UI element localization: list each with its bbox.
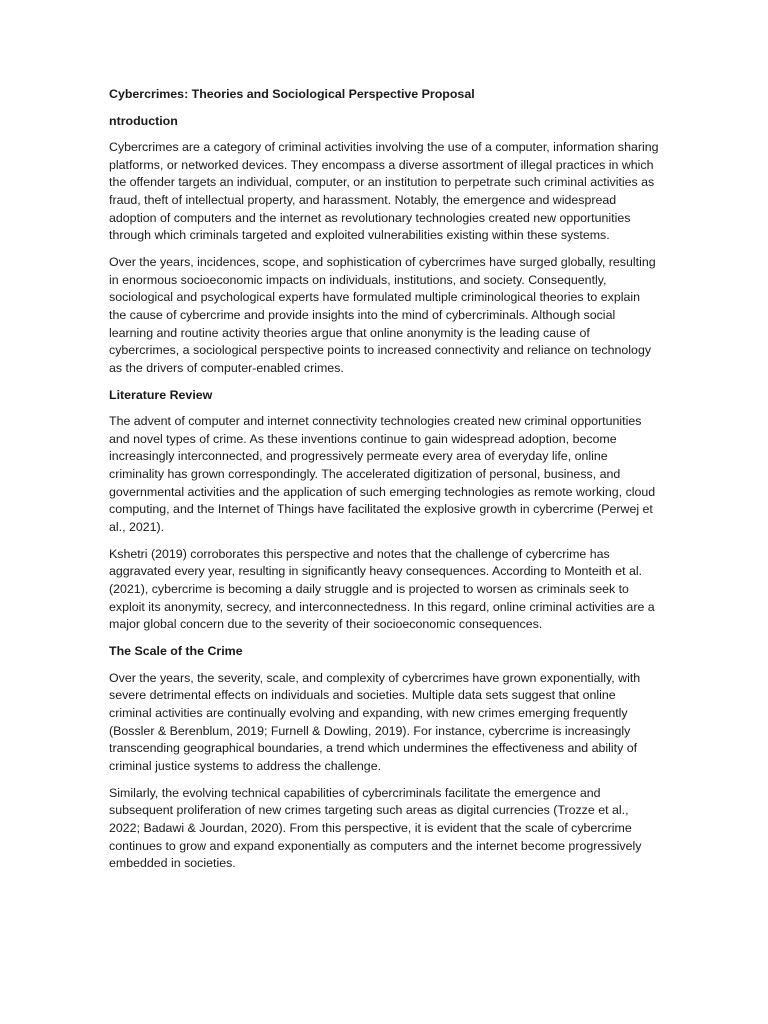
section-heading: Literature Review xyxy=(109,387,213,402)
document-body xyxy=(109,86,659,882)
paragraph: Similarly, the evolving technical capabilities of cybercriminals facilitate the emergence and subsequent proliferation of new crimes targeting such areas as digital currencies (Trozze et al., 2022; Badawi & Jourdan, 2020). From this perspective, it is evident that the scale of cybercrime continues to grow and expand exponentially as computers and the internet become progressively embedded in societies. xyxy=(109,785,642,871)
section-literature-review xyxy=(109,387,659,634)
document-title: Cybercrimes: Theories and Sociological Perspective Proposal xyxy=(109,87,475,101)
section-introduction xyxy=(109,113,659,378)
paragraph: The advent of computer and internet connectivity technologies created new criminal opportunities and novel types of crime. As these inventions continue to gain widespread adoption, become increasingly interconnected, and progressively permeate every area of everyday life, online criminality has grown correspondingly. The accelerated digitization of personal, business, and governmental activities and the application of such emerging technologies as remote working, cloud computing, and the Internet of Things have facilitated the explosive growth in cybercrime (Perwej et al., 2021). xyxy=(109,414,656,534)
section-heading: The Scale of the Crime xyxy=(109,644,243,659)
section-scale-of-crime xyxy=(109,643,659,873)
paragraph: Cybercrimes are a category of criminal activities involving the use of a computer, information sharing platforms, or networked devices. They encompass a diverse assortment of illegal practices in which the offender targets an individual, computer, or an institution to perpetrate such criminal activities as fraud, theft of intellectual property, and harassment. Notably, the emergence and widespread adoption of computers and the internet as revolutionary technologies created new opportunities through which criminals targeted and exploited vulnerabilities existing within these systems. xyxy=(109,140,659,243)
paragraph: Over the years, the severity, scale, and complexity of cybercrimes have grown exponentially, with severe detrimental effects on individuals and societies. Multiple data sets suggest that online criminal activities are continually evolving and expanding, with new crimes emerging frequently (Bossler & Berenblum, 2019; Furnell & Dowling, 2019). For instance, cybercrime is increasingly transcending geographical boundaries, a trend which undermines the effectiveness and ability of criminal justice systems to address the challenge. xyxy=(109,670,641,773)
paragraph: Kshetri (2019) corroborates this perspective and notes that the challenge of cybercrime has aggravated every year, resulting in significantly heavy consequences. According to Monteith et al. (2021), cybercrime is becoming a daily struggle and is projected to worsen as criminals seek to exploit its anonymity, secrecy, and interconnectedness. In this regard, online criminal activities are a major global concern due to the severity of their socioeconomic consequences. xyxy=(109,546,655,632)
paragraph: Over the years, incidences, scope, and sophistication of cybercrimes have surged globally, resulting in enormous socioeconomic impacts on individuals, institutions, and society. Consequently, sociological and psychological experts have formulated multiple criminological theories to explain the cause of cybercrime and provide insights into the mind of cybercriminals. Although social learning and routine activity theories argue that online anonymity is the leading cause of cybercrimes, a sociological perspective points to increased connectivity and reliance on technology as the drivers of computer-enabled crimes. xyxy=(109,255,656,375)
section-heading: ntroduction xyxy=(109,113,178,128)
